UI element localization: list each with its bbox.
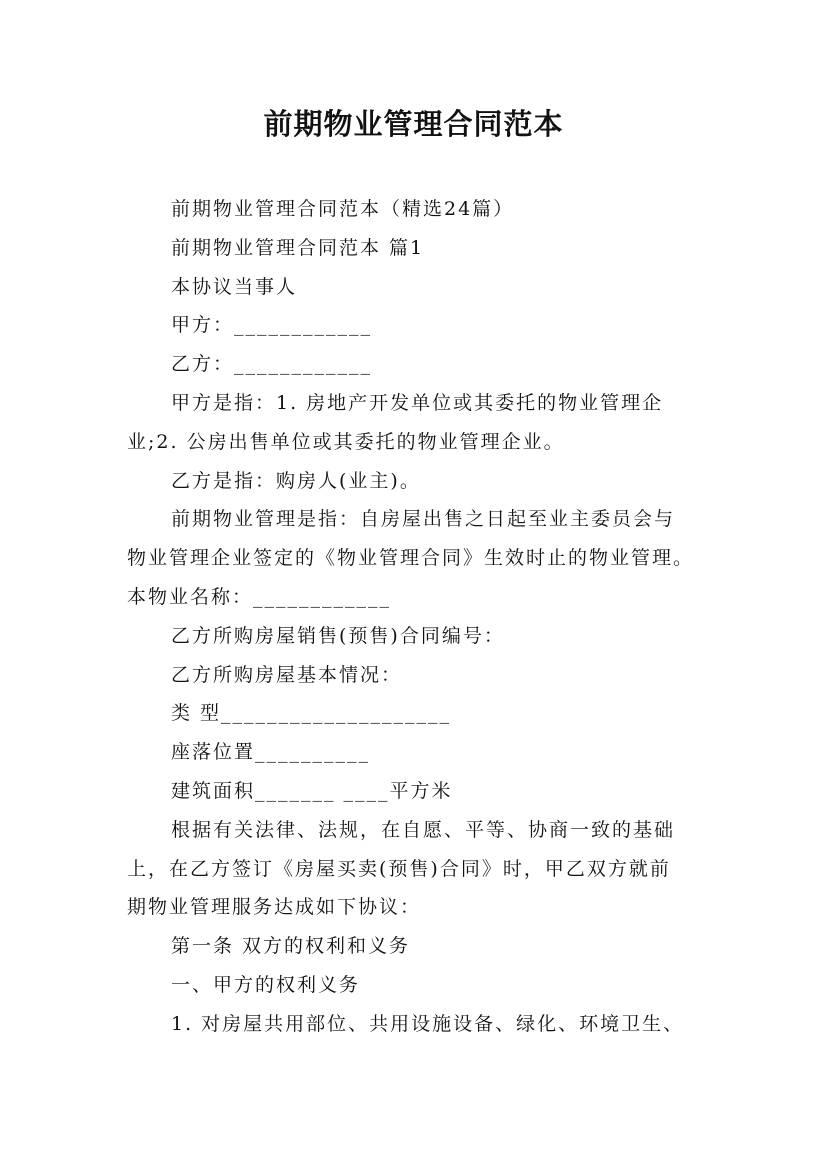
paragraph-line: 上，在乙方签订《房屋买卖(预售)合同》时，甲乙双方就前: [127, 857, 671, 880]
paragraph-line: 业;2. 公房出售单位或其委托的物业管理企业。: [127, 430, 565, 453]
paragraph-line: 1. 对房屋共用部位、共用设施设备、绿化、环境卫生、: [171, 1012, 685, 1035]
paragraph-line: 乙方是指：购房人(业主)。: [171, 469, 421, 492]
paragraph-line: 前期物业管理合同范本 篇1: [171, 236, 425, 259]
document-title: 前期物业管理合同范本: [263, 107, 564, 141]
subsection-heading: 一、甲方的权利义务: [171, 973, 361, 996]
paragraph-line: 本协议当事人: [171, 275, 298, 298]
paragraph-line: 乙方所购房屋销售(预售)合同编号：: [171, 624, 505, 647]
paragraph-line: 类 型____________________: [171, 702, 452, 725]
section-heading: 第一条 双方的权利和义务: [171, 935, 411, 958]
paragraph-line: 乙方：____________: [171, 353, 373, 376]
paragraph-line: 乙方所购房屋基本情况：: [171, 663, 403, 686]
paragraph-line: 甲方是指：1. 房地产开发单位或其委托的物业管理企: [171, 391, 664, 414]
document-body: [127, 190, 715, 1044]
paragraph-line: 物业管理企业签定的《物业管理合同》生效时止的物业管理。: [127, 547, 695, 570]
paragraph-line: 根据有关法律、法规，在自愿、平等、协商一致的基础: [171, 818, 676, 841]
paragraph-line: 前期物业管理合同范本（精选24篇）: [171, 198, 515, 220]
paragraph-line: 甲方：____________: [171, 314, 373, 337]
paragraph-line: 期物业管理服务达成如下协议：: [127, 896, 422, 919]
paragraph-line: 座落位置__________: [171, 741, 371, 764]
paragraph-line: 建筑面积_______ ____平方米: [171, 779, 453, 802]
paragraph-line: 本物业名称：____________: [127, 585, 392, 608]
paragraph-line: 前期物业管理是指：自房屋出售之日起至业主委员会与: [171, 508, 676, 531]
